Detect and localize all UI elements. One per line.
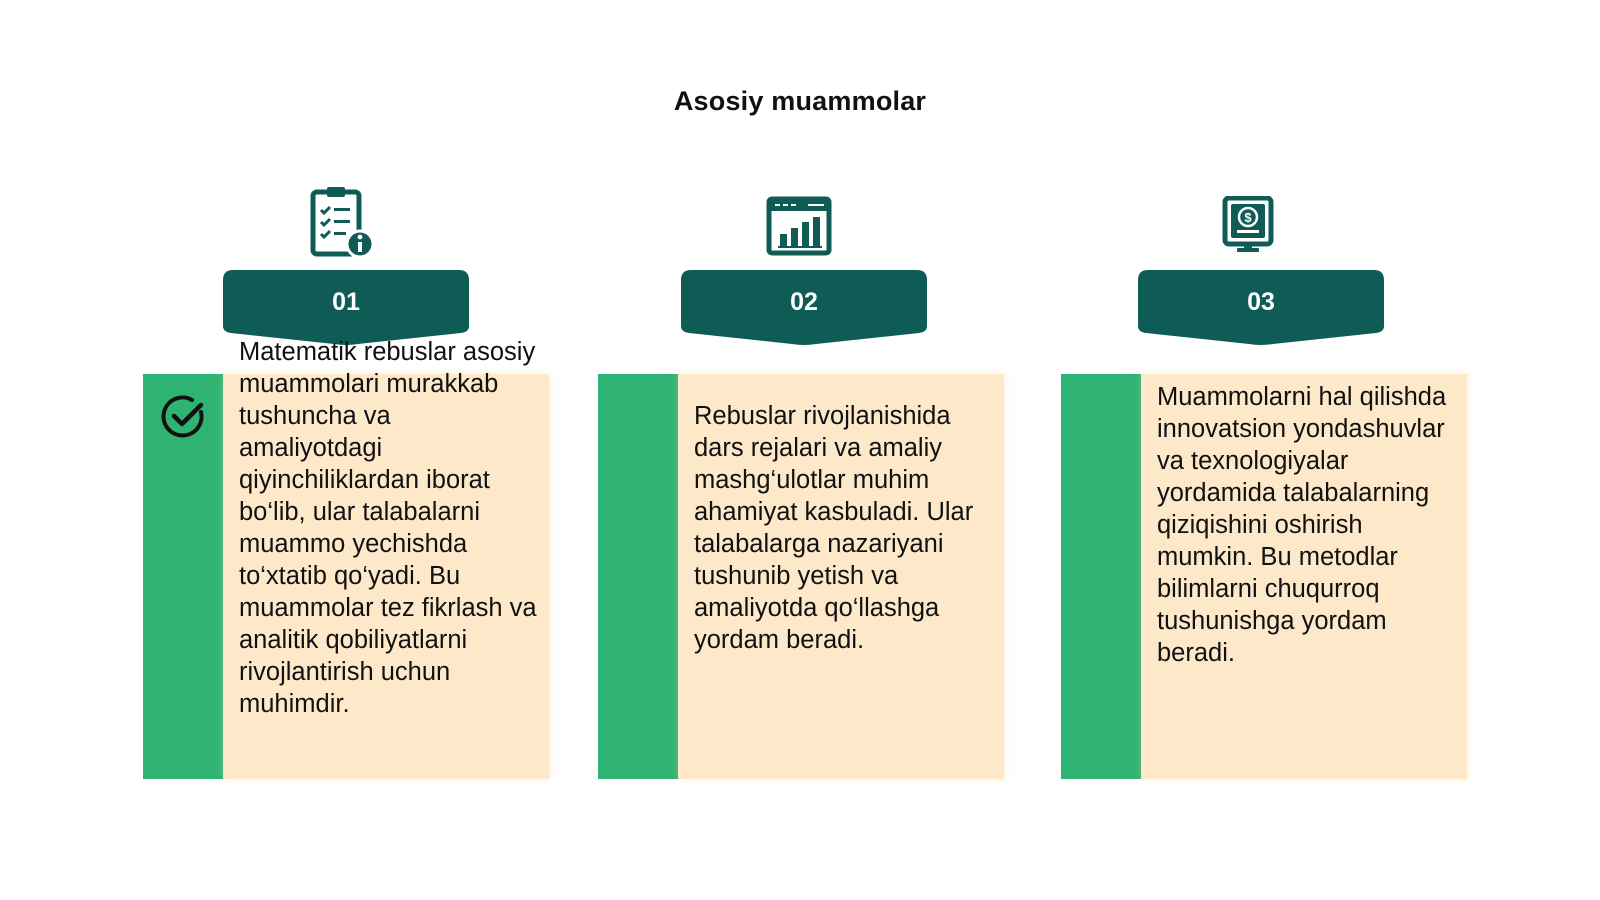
problem-description: Rebuslar rivojlanishida dars rejalari va amaliy mashg‘ulotlar muhim ahamiyat kasbuladi. Ular talabalarga nazariyani tushunib yetish va amaliyotda qo‘llashga yordam beradi. — [694, 402, 974, 654]
problem-card — [143, 338, 549, 779]
step-badge — [681, 270, 927, 346]
money-monitor-icon — [1221, 196, 1301, 276]
step-badge — [223, 270, 469, 346]
accent-bar — [143, 374, 223, 779]
step-number: 02 — [790, 288, 818, 316]
check-circle-icon — [161, 394, 207, 440]
accent-bar — [1061, 374, 1141, 779]
problem-description: Muammolarni hal qilishda innovatsion yondashuvlar va texnologiyalar yordamida talabalarning qiziqishini oshirish mumkin. Bu metodlar bilimlarni chuqurroq tushunishga yordam beradi. — [1157, 383, 1447, 667]
analytics-dashboard-icon — [766, 196, 846, 276]
clipboard-checklist-info-icon — [305, 186, 385, 266]
step-number: 01 — [332, 288, 360, 316]
accent-bar — [598, 374, 678, 779]
step-number: 03 — [1247, 288, 1275, 316]
step-badge — [1138, 270, 1384, 346]
problem-description: Matematik rebuslar asosiy muammolari murakkab tushuncha va amaliyotdagi qiyinchiliklardan iborat bo‘lib, ular talabalarni muammo yechishda to‘xtatib qo‘yadi. Bu muammolar tez fikrlash va analitik qobiliyatlarni rivojlantirish uchun muhimdir. — [239, 338, 537, 718]
svg-text:$: $ — [1244, 210, 1252, 225]
problem-card — [598, 374, 1004, 779]
slide-title: Asosiy muammolar — [673, 86, 927, 116]
problem-card — [1061, 374, 1467, 779]
